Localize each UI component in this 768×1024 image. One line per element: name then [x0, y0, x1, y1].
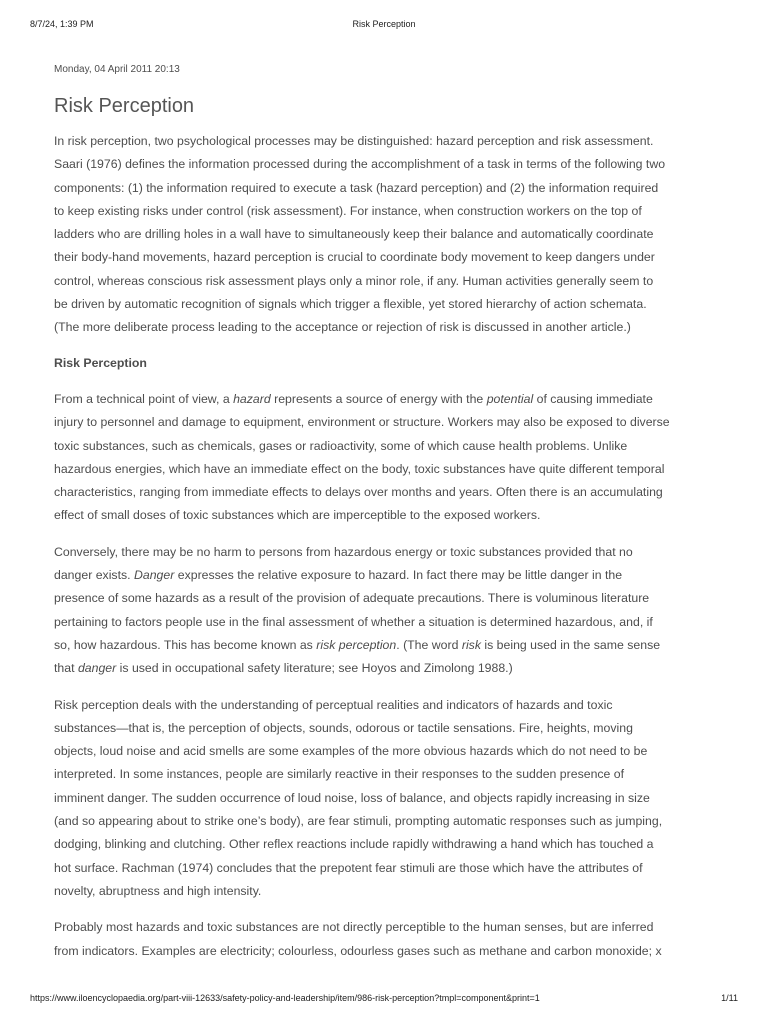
text-run: From a technical point of view, a — [54, 391, 234, 406]
text-run: is being used in the same sense — [480, 637, 661, 652]
text-line: be driven by automatic recognition of signals which trigger a flexible, yet stored hierarchy of action schemata. — [54, 297, 647, 312]
text-line: characteristics, ranging from immediate effects to delays over months and years. Often there is an accumulating — [54, 485, 663, 500]
text-line: substances—that is, the perception of objects, sounds, odorous or tactile sensations. Fire, heights, moving — [54, 720, 633, 735]
print-datetime: 8/7/24, 1:39 PM — [30, 19, 94, 29]
text-line: toxic substances, such as chemicals, gases or radioactivity, some of which cause health problems. Unlike — [54, 438, 628, 453]
text-line: components: (1) the information required to execute a task (hazard perception) and (2) the information required — [54, 180, 659, 195]
text-line: Risk perception deals with the understanding of perceptual realities and indicators of hazards and toxic — [54, 697, 613, 712]
article — [54, 63, 714, 963]
text-line — [54, 634, 714, 657]
text-line: hazardous energies, which have an immediate effect on the body, toxic substances have quite different temporal — [54, 461, 665, 476]
text-line: (and so appearing about to strike one’s body), are fear stimuli, prompting automatic responses such as jumping, — [54, 814, 663, 829]
emphasis-risk: risk — [461, 637, 481, 652]
text-line: imminent danger. The sudden occurrence of loud noise, loss of balance, and objects rapidly increasing in size — [54, 790, 650, 805]
text-line — [54, 657, 714, 680]
emphasis-danger: danger — [77, 661, 117, 676]
text-line: In risk perception, two psychological processes may be distinguished: hazard perception and risk assessment. — [54, 134, 654, 148]
text-line: control, whereas conscious risk assessment plays only a minor role, if any. Human activities generally seem to — [54, 273, 654, 288]
page-number: 1/11 — [721, 993, 738, 1003]
text-line: novelty, abruptness and high intensity. — [54, 883, 262, 898]
text-line: Conversely, there may be no harm to persons from hazardous energy or toxic substances provided that no — [54, 544, 633, 559]
text-run: so, how hazardous. This has become known as — [54, 637, 317, 652]
text-line: their body-hand movements, hazard perception is crucial to coordinate body movement to keep dangers under — [54, 250, 655, 265]
page-url: https://www.iloencyclopaedia.org/part-viii-12633/safety-policy-and-leadership/item/986-risk-perception?tmpl=component&print=1 — [30, 993, 540, 1003]
text-line: ladders who are drilling holes in a wall have to simultaneously keep their balance and automatically coordinate — [54, 227, 654, 242]
text-line: presence of some hazards as a result of the provision of adequate precautions. There is voluminous literature — [54, 591, 650, 606]
text-run: that — [54, 661, 78, 676]
emphasis-risk-perception: risk perception — [316, 637, 397, 652]
text-line: injury to personnel and damage to equipment, environment or structure. Workers may also be exposed to diverse — [54, 415, 670, 430]
print-header — [30, 19, 738, 33]
text-line: pertaining to factors people use in the final assessment of whether a situation is determined hazardous, and, if — [54, 614, 653, 629]
text-run: represents a source of energy with the — [270, 391, 487, 406]
text-line: (The more deliberate process leading to the acceptance or rejection of risk is discussed in another article.) — [54, 320, 631, 335]
emphasis-potential: potential — [486, 391, 534, 406]
text-line: Saari (1976) defines the information processed during the accomplishment of a task in terms of the following two — [54, 157, 666, 172]
paragraph-indicators — [54, 916, 714, 963]
article-title: Risk Perception — [54, 95, 195, 117]
text-line: effect of small doses of toxic substances which are imperceptible to the exposed workers. — [54, 508, 541, 523]
text-run: . (The word — [396, 637, 462, 652]
print-footer — [30, 993, 738, 1007]
text-line — [54, 388, 714, 411]
paragraph-perceptual-realities — [54, 694, 714, 904]
emphasis-danger: Danger — [133, 568, 175, 583]
text-line: objects, loud noise and acid smells are some examples of the more obvious hazards which do not need to be — [54, 744, 648, 759]
paragraph-hazard-definition — [54, 388, 714, 528]
emphasis-hazard: hazard — [233, 391, 271, 406]
text-run: danger exists. — [54, 568, 134, 583]
text-line: dodging, blinking and clutching. Other reflex reactions include rapidly withdrawing a hand which has touched a — [54, 837, 654, 852]
text-run: expresses the relative exposure to hazard. In fact there may be little danger in the — [174, 568, 623, 583]
text-line — [54, 564, 714, 587]
text-line: hot surface. Rachman (1974) concludes that the prepotent fear stimuli are those which have the attributes of — [54, 860, 643, 875]
text-line: Probably most hazards and toxic substances are not directly perceptible to the human senses, but are inferred — [54, 920, 654, 935]
article-date: Monday, 04 April 2011 20:13 — [54, 64, 180, 75]
print-page-title: Risk Perception — [352, 19, 416, 29]
text-line: from indicators. Examples are electricity; colourless, odourless gases such as methane and carbon monoxide; x — [54, 943, 662, 958]
text-line: to keep existing risks under control (risk assessment). For instance, when construction workers on the top of — [54, 203, 642, 218]
section-heading: Risk Perception — [54, 355, 147, 370]
text-run: is used in occupational safety literature; see Hoyos and Zimolong 1988.) — [116, 661, 513, 676]
text-line: interpreted. In some instances, people are similarly reactive in their responses to the sudden presence of — [54, 767, 625, 782]
paragraph-danger — [54, 541, 714, 681]
text-run: of causing immediate — [533, 391, 653, 406]
intro-paragraph — [54, 130, 714, 340]
